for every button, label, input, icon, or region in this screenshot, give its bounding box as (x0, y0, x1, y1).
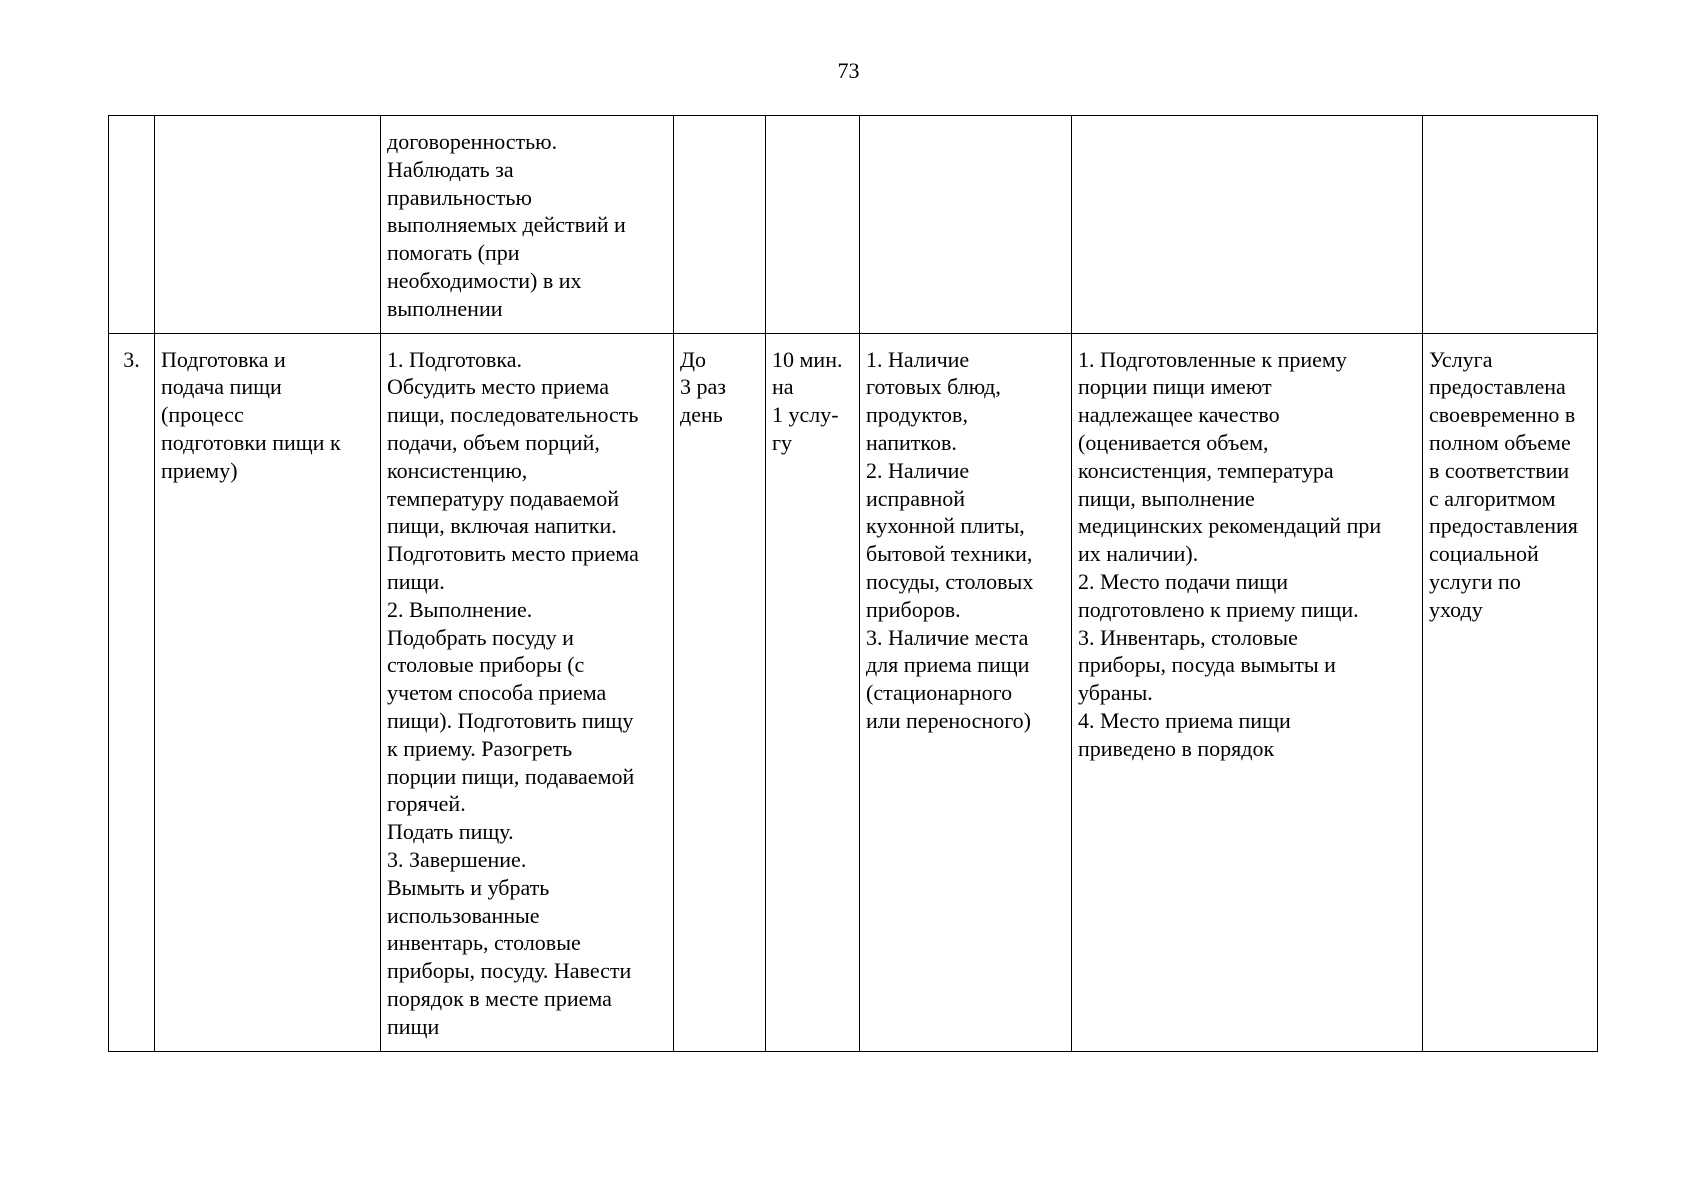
page-number: 73 (837, 58, 860, 83)
table-row (109, 116, 1598, 334)
service-name-cell (155, 116, 381, 334)
row-number-cell (109, 116, 155, 334)
service-content-cell: договоренностью. Наблюдать за правильностью выполняемых действий и помогать (при необходимости) в их выполнении (381, 116, 674, 334)
service-name-cell: Подготовка и подача пищи (процесс подготовки пищи к приему) (155, 333, 381, 1051)
evaluation-cell (1423, 116, 1598, 334)
service-table (108, 115, 1598, 1052)
service-content-cell: 1. Подготовка. Обсудить место приема пищи, последовательность подачи, объем порций, консистенцию, температуру подаваемой пищи, включая напитки. Подготовить место приема пищи. 2. Выполнение. Подобрать посуду и столовые приборы (с учетом способа приема пищи). Подготовить пищу к приему. Разогреть порции пищи, подаваемой горячей. Подать пищу. 3. Завершение. Вымыть и убрать использованные инвентарь, столовые приборы, посуду. Навести порядок в месте приема пищи (381, 333, 674, 1051)
frequency-cell (674, 116, 766, 334)
results-cell (1072, 116, 1423, 334)
duration-cell: 10 мин. на 1 услу- гу (766, 333, 860, 1051)
conditions-cell: 1. Наличие готовых блюд, продуктов, напитков. 2. Наличие исправной кухонной плиты, бытовой техники, посуды, столовых приборов. 3. Наличие места для приема пищи (стационарного или переносного) (860, 333, 1072, 1051)
results-cell: 1. Подготовленные к приему порции пищи имеют надлежащее качество (оценивается объем, консистенция, температура пищи, выполнение медицинских рекомендаций при их наличии). 2. Место подачи пищи подготовлено к приему пищи. 3. Инвентарь, столовые приборы, посуда вымыты и убраны. 4. Место приема пищи приведено в порядок (1072, 333, 1423, 1051)
conditions-cell (860, 116, 1072, 334)
row-number-cell: 3. (109, 333, 155, 1051)
table-row (109, 333, 1598, 1051)
duration-cell (766, 116, 860, 334)
frequency-cell: До 3 раз день (674, 333, 766, 1051)
evaluation-cell: Услуга предоставлена своевременно в полном объеме в соответствии с алгоритмом предоставления социальной услуги по уходу (1423, 333, 1598, 1051)
